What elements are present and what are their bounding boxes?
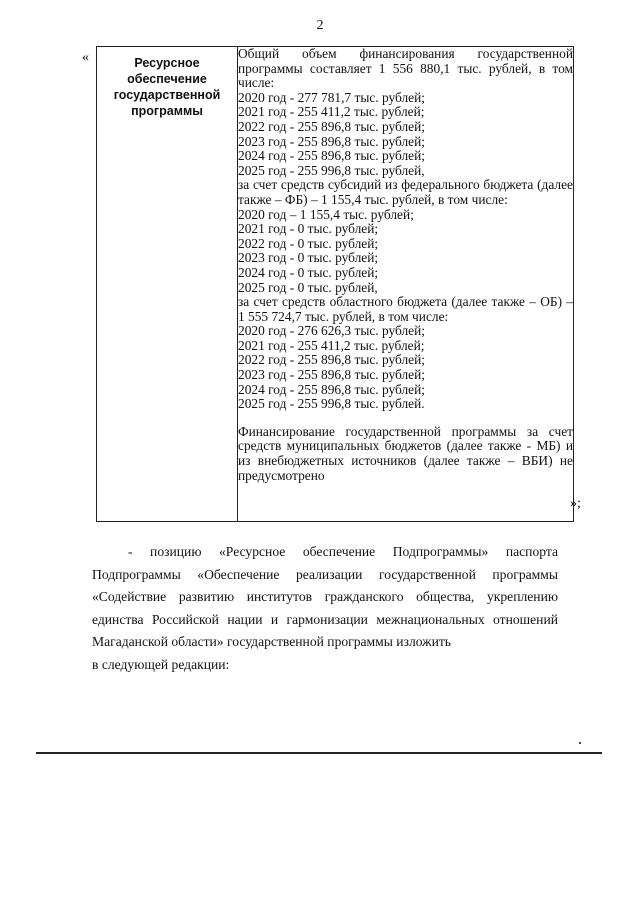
total-year-line: 2024 год - 255 896,8 тыс. рублей; <box>238 148 425 164</box>
federal-year-line: 2023 год - 0 тыс. рублей; <box>238 250 379 266</box>
table-row <box>97 47 574 522</box>
page-number: 2 <box>316 18 324 33</box>
content-cell <box>238 47 574 522</box>
row-label: Ресурсное обеспечение государственной программы <box>113 56 221 118</box>
label-cell <box>97 47 238 522</box>
scan-speck <box>579 742 581 744</box>
total-year-line: 2023 год - 255 896,8 тыс. рублей; <box>238 133 425 149</box>
total-year-line: 2021 год - 255 411,2 тыс. рублей; <box>238 104 425 120</box>
total-intro: Общий объем финансирования государственной программы составляет 1 556 880,1 тыс. рублей, в том числе: <box>238 46 573 91</box>
page-bottom-rule <box>36 752 602 754</box>
closing-quote: »; <box>570 496 581 511</box>
resource-table <box>96 46 574 522</box>
amendment-text <box>92 541 558 677</box>
regional-year-line: 2024 год - 255 896,8 тыс. рублей; <box>238 381 425 397</box>
amendment-paragraph: - позицию «Ресурсное обеспечение Подпрограммы» паспорта Подпрограммы «Обеспечение реализации государственной программы «Содействие развитию институтов гражданского общества, укреплению единства Российской нации и гармонизации межнациональных отношений Магаданской области» государственной программы изложить <box>92 544 558 650</box>
opening-quote: « <box>82 50 89 65</box>
paragraph-gap <box>238 412 573 425</box>
regional-year-line: 2022 год - 255 896,8 тыс. рублей; <box>238 352 425 368</box>
federal-year-line: 2020 год – 1 155,4 тыс. рублей; <box>238 206 414 222</box>
regional-intro: за счет средств областного бюджета (далее также – ОБ) – 1 555 724,7 тыс. рублей, в том числе: <box>238 294 573 324</box>
federal-intro: за счет средств субсидий из федерального бюджета (далее также – ФБ) – 1 155,4 тыс. рублей, в том числе: <box>238 177 573 207</box>
regional-year-line: 2020 год - 276 626,3 тыс. рублей; <box>238 323 425 339</box>
funding-note: Финансирование государственной программы за счет средств муниципальных бюджетов (далее также - МБ) и из внебюджетных источников (далее также – ВБИ) не предусмотрено <box>238 423 573 483</box>
regional-year-line: 2021 год - 255 411,2 тыс. рублей; <box>238 337 425 353</box>
total-year-line: 2025 год - 255 996,8 тыс. рублей, <box>238 162 425 178</box>
regional-year-line: 2023 год - 255 896,8 тыс. рублей; <box>238 367 425 383</box>
total-year-line: 2022 год - 255 896,8 тыс. рублей; <box>238 118 425 134</box>
total-year-line: 2020 год - 277 781,7 тыс. рублей; <box>238 89 425 105</box>
federal-year-line: 2021 год - 0 тыс. рублей; <box>238 221 379 237</box>
regional-year-line: 2025 год - 255 996,8 тыс. рублей. <box>238 396 425 412</box>
federal-year-line: 2024 год - 0 тыс. рублей; <box>238 264 379 280</box>
federal-year-line: 2025 год - 0 тыс. рублей, <box>238 279 378 295</box>
federal-year-line: 2022 год - 0 тыс. рублей; <box>238 235 379 251</box>
amendment-last-line: в следующей редакции: <box>92 656 230 672</box>
